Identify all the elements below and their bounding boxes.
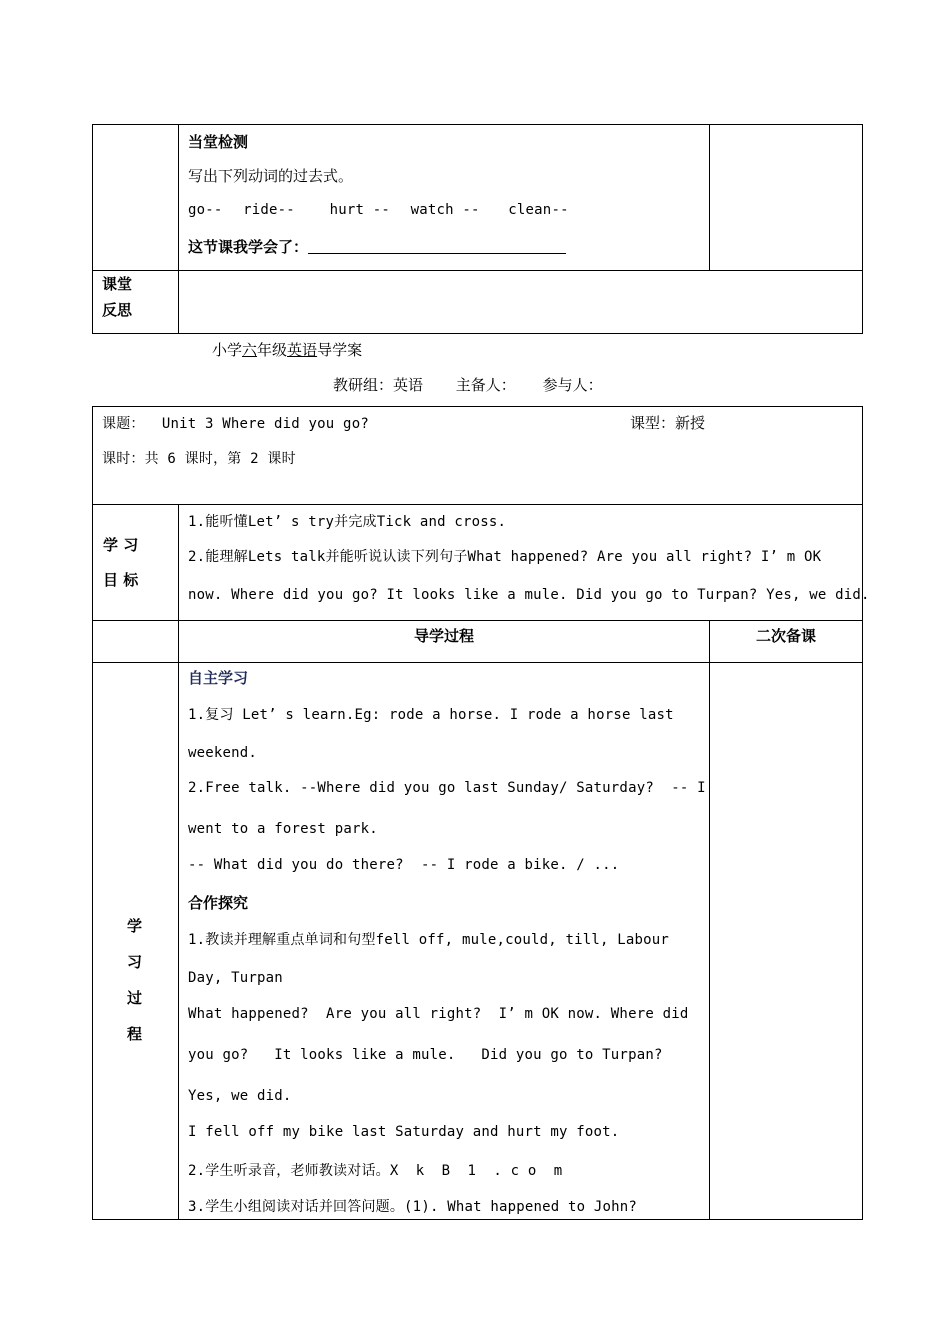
goal-1: 1.能听懂Let’ s try并完成Tick and cross. (188, 514, 507, 530)
verb-list (188, 202, 569, 218)
preparer-label: 主备人： (455, 376, 516, 394)
coop-3: 3.学生小组阅读对话并回答问题。(1). What happened to John? (188, 1199, 638, 1215)
goal-2b: now. Where did you go? It looks like a mule. Did you go to Turpan? Yes, we did. (188, 587, 870, 603)
process-label-1: 学 (127, 917, 143, 935)
coop-1e: Yes, we did. (188, 1088, 292, 1104)
reflection-label-1: 课堂 (102, 275, 133, 293)
page-title: 小学六年级英语导学案 (212, 341, 363, 359)
second-prep-header: 二次备课 (756, 627, 817, 645)
period: 课时：共 6 课时，第 2 课时 (102, 451, 296, 467)
lesson-type: 课型：新授 (630, 414, 706, 432)
self-1a: 1.复习 Let’ s learn.Eg: rode a horse. I rode a horse last (188, 707, 674, 723)
process-content-cell (179, 663, 710, 1220)
goals-cell (179, 505, 870, 621)
process-header: 导学过程 (413, 627, 474, 645)
verb-ride: ride-- (243, 202, 295, 218)
process-label-4: 程 (127, 1025, 143, 1043)
coop-1a: 1.教读并理解重点单词和句型fell off, mule,could, till, Labour (188, 932, 670, 948)
course-info-cell (93, 407, 863, 505)
check-title: 当堂检测 (188, 133, 249, 151)
header-meta (333, 374, 603, 395)
process-label-3: 过 (127, 989, 143, 1007)
coop-1c: What happened? Are you all right? I’ m OK now. Where did (188, 1006, 689, 1022)
reflection-label-2: 反思 (102, 301, 133, 319)
process-header-blank (93, 621, 179, 663)
goals-label-cell (93, 505, 179, 621)
goals-label-1: 学 习 (103, 536, 139, 554)
second-prep-header-cell (710, 621, 863, 663)
top-left-cell (93, 125, 179, 271)
reflection-label-cell (93, 271, 179, 334)
process-label-2: 习 (127, 953, 143, 971)
self-study-title: 自主学习 (188, 669, 249, 687)
process-label-cell (93, 663, 179, 1220)
coop-1f: I fell off my bike last Saturday and hurt my foot. (188, 1124, 620, 1140)
verb-go: go-- (188, 202, 223, 218)
main-table (92, 406, 870, 1220)
goals-label-2: 目 标 (103, 571, 139, 589)
verb-watch: watch -- (410, 202, 480, 218)
self-2b: went to a forest park. (188, 821, 378, 837)
answer-blank (308, 239, 566, 254)
top-table (92, 124, 863, 334)
participants-label: 参与人： (542, 376, 603, 394)
self-1b: weekend. (188, 745, 258, 761)
learned-line (188, 236, 566, 257)
coop-1d: you go? It looks like a mule. Did you go to Turpan? (188, 1047, 663, 1063)
group-label: 教研组：英语 (333, 376, 424, 394)
process-header-cell (179, 621, 710, 663)
coop-1b: Day, Turpan (188, 970, 283, 986)
check-instruction: 写出下列动词的过去式。 (188, 167, 354, 185)
second-prep-cell (710, 663, 863, 1220)
top-right-cell (710, 125, 863, 271)
coop-title: 合作探究 (188, 894, 249, 912)
coop-2: 2.学生听录音，老师教读对话。X k B 1 . c o m (188, 1163, 563, 1179)
goal-2a: 2.能理解Lets talk并能听说认读下列句子What happened? Are you all right? I’ m OK (188, 549, 822, 565)
learned-label: 这节课我学会了： (188, 238, 309, 256)
check-cell (179, 125, 710, 271)
self-2a: 2.Free talk. --Where did you go last Sunday/ Saturday? -- I (188, 780, 706, 796)
verb-clean: clean-- (508, 202, 569, 218)
topic: 课题： Unit 3 Where did you go? (102, 416, 369, 432)
self-2c: -- What did you do there? -- I rode a bike. / ... (188, 857, 620, 873)
reflection-cell (179, 271, 863, 334)
verb-hurt: hurt -- (329, 202, 390, 218)
